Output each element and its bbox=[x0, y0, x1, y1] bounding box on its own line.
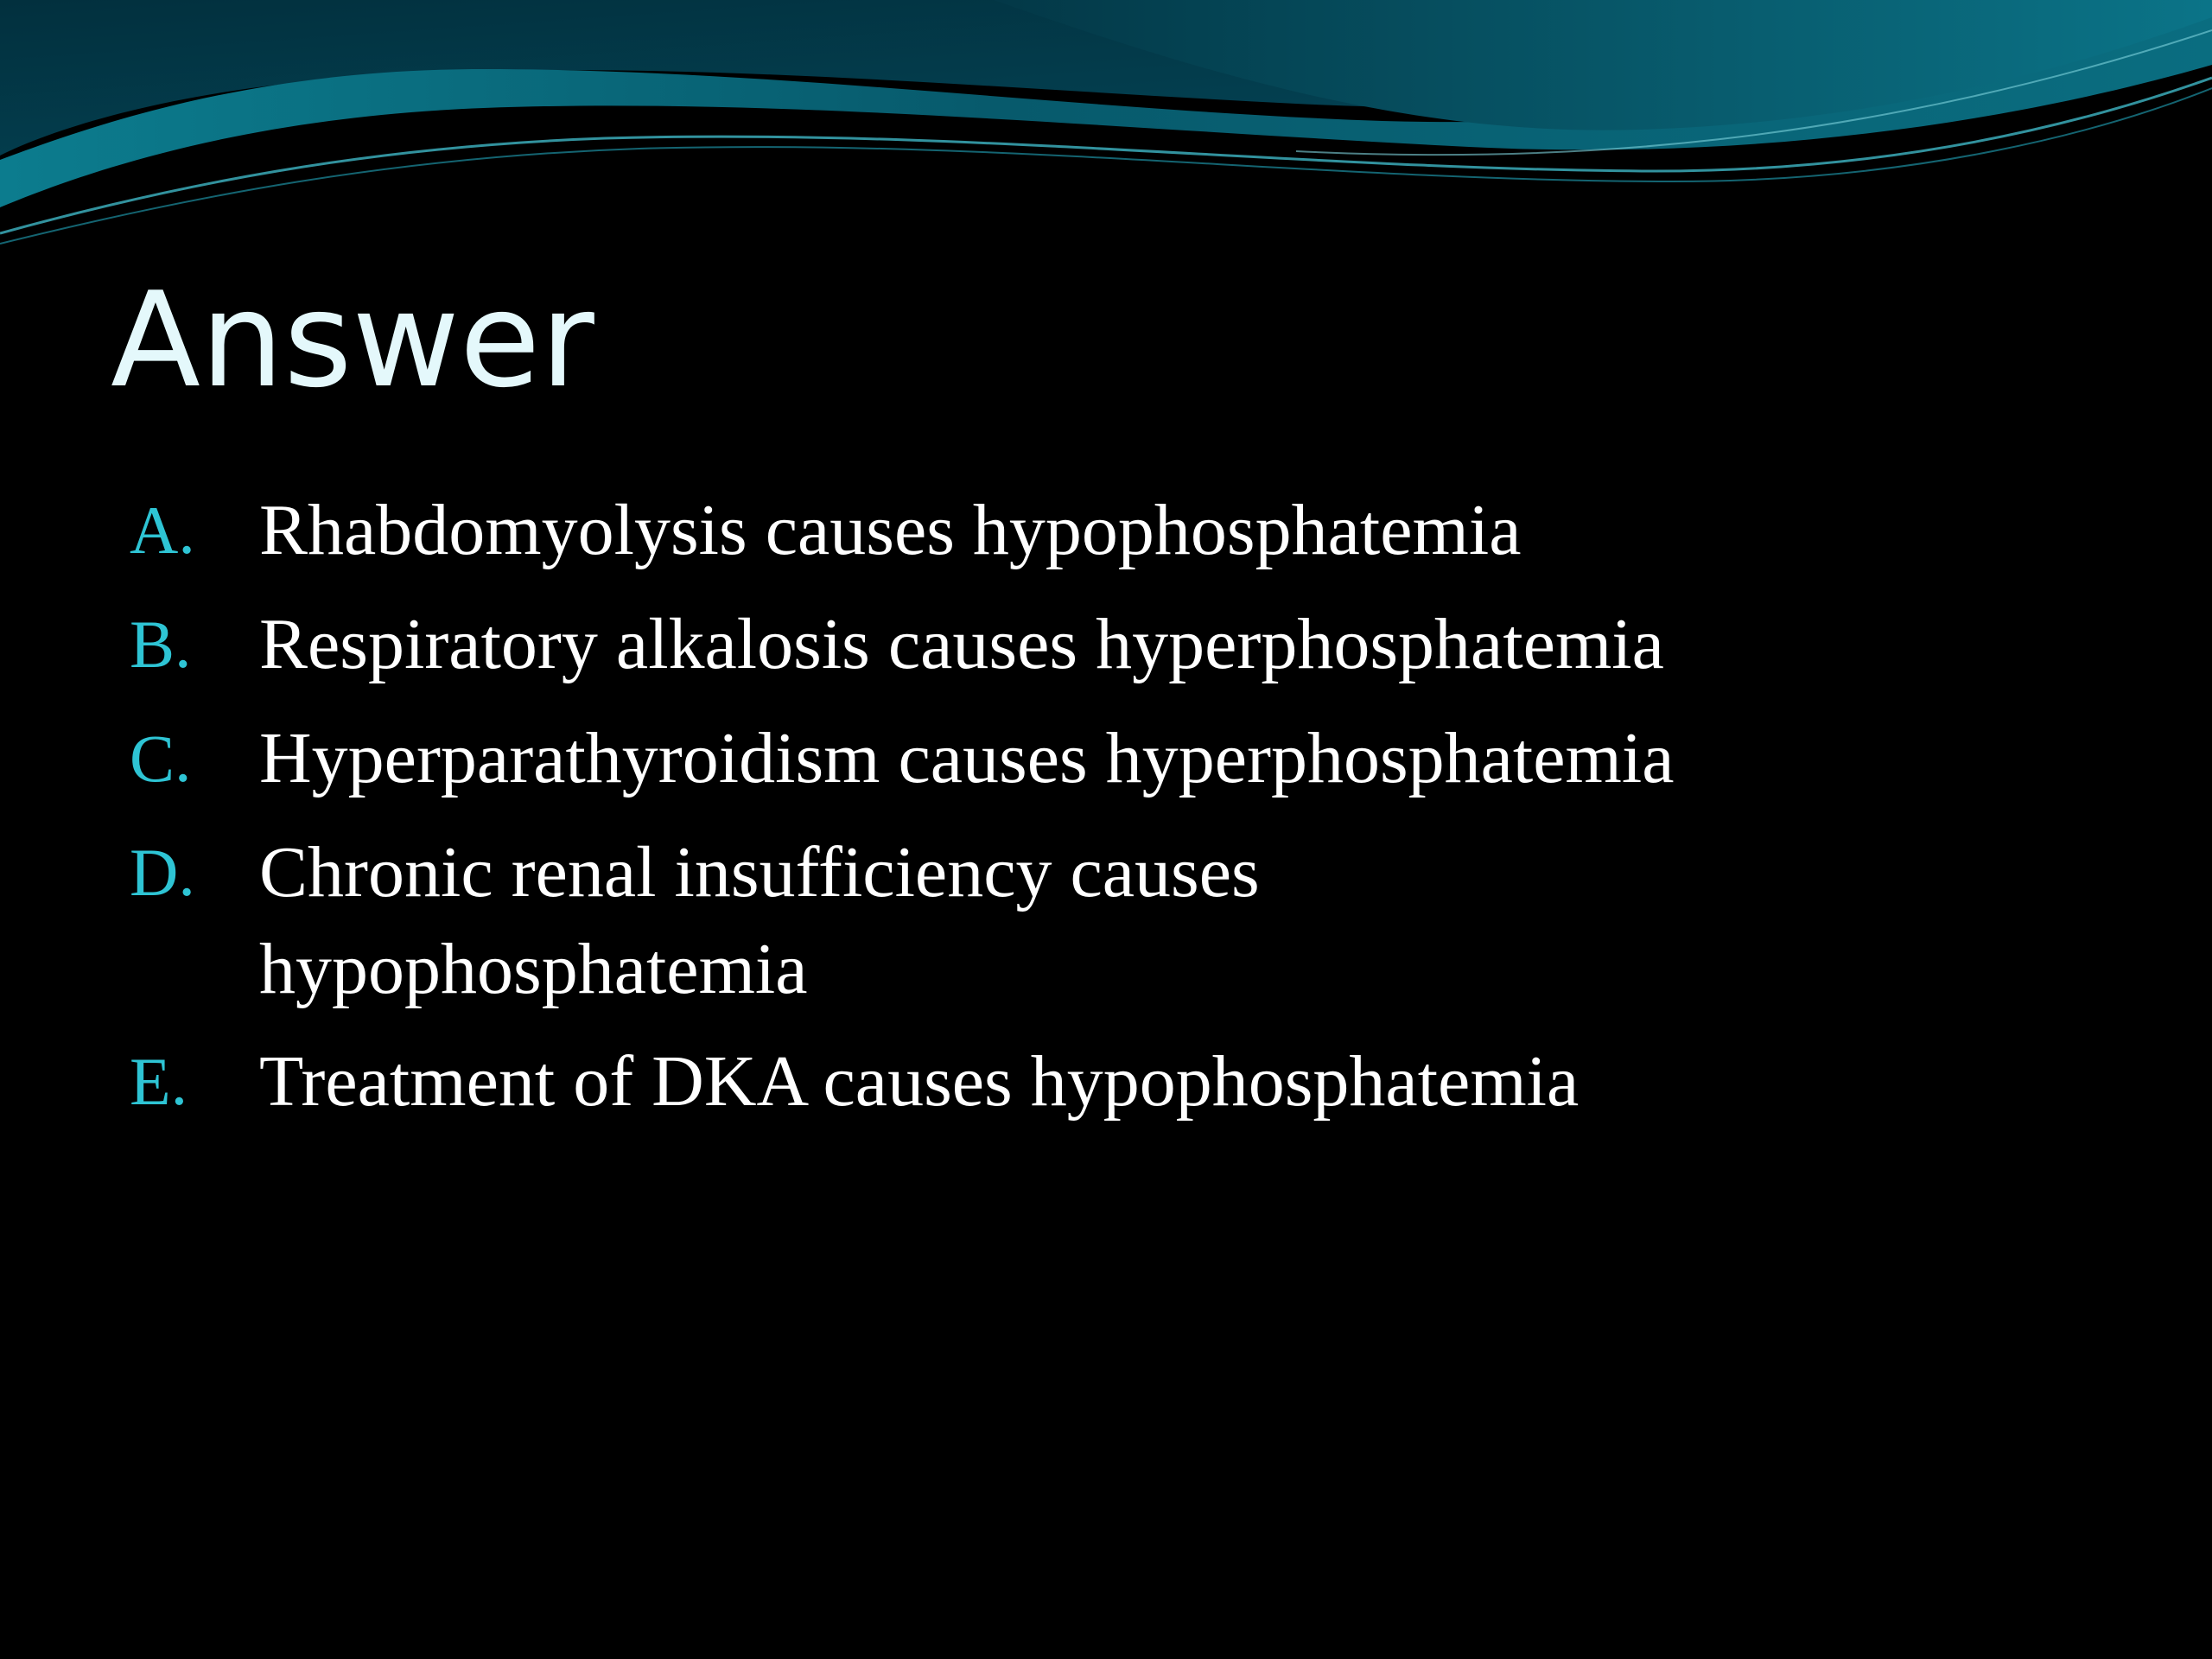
option-marker: B. bbox=[130, 607, 192, 682]
option-text: Rhabdomyolysis causes hypophosphatemia bbox=[259, 490, 1522, 570]
slide-title: Answer bbox=[111, 264, 594, 416]
option-text: Hyperparathyroidism causes hyperphosphatemia bbox=[259, 718, 1675, 798]
option-marker: C. bbox=[130, 721, 192, 796]
option-text: Chronic renal insufficiency causes hypophosphatemia bbox=[259, 832, 1260, 1009]
option-marker: E. bbox=[130, 1044, 188, 1119]
option-text: Respiratory alkalosis causes hyperphosphatemia bbox=[259, 604, 1664, 684]
option-text: Treatment of DKA causes hypophosphatemia bbox=[259, 1041, 1580, 1122]
option-marker: A. bbox=[130, 493, 195, 568]
option-marker: D. bbox=[130, 835, 195, 910]
